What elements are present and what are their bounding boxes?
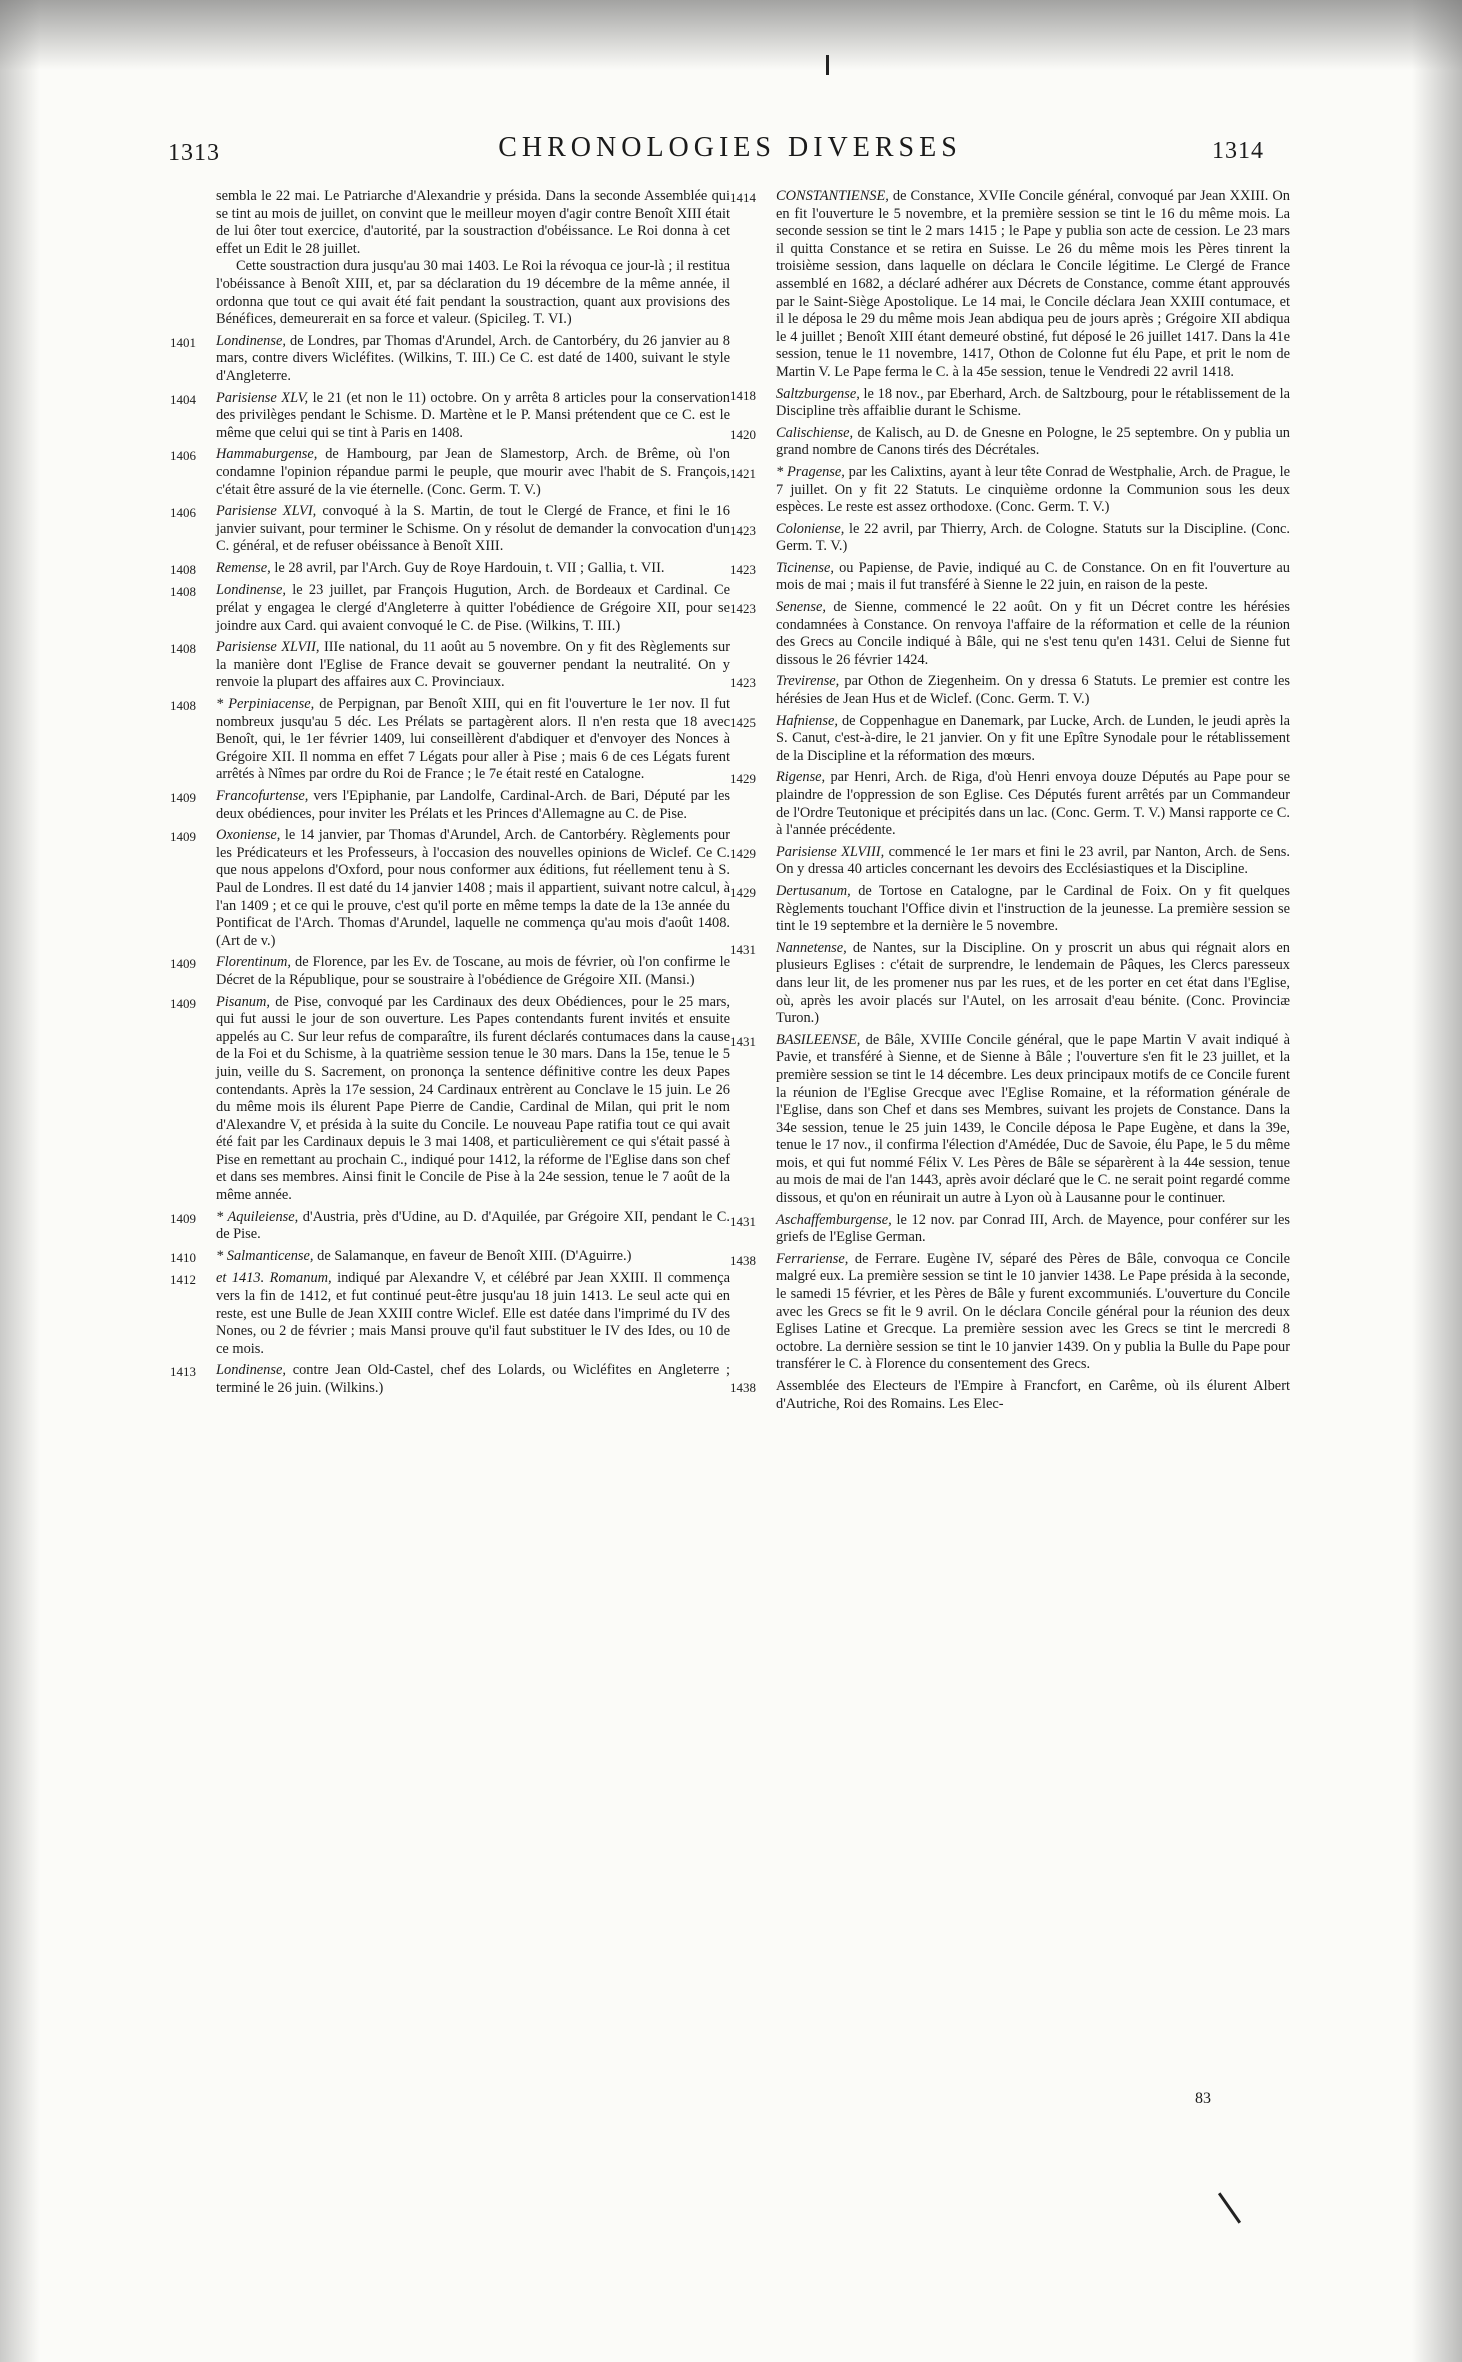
entry-text: le 22 avril, par Thierry, Arch. de Cologne. Statuts sur la Discipline. (Conc. Germ. T. V.) <box>776 520 1290 555</box>
entry-text: d'Austria, près d'Udine, au D. d'Aquilée, par Grégoire XII, pendant le C. de Pise. <box>216 1208 730 1243</box>
entry-body <box>776 673 1290 708</box>
entry-text: contre Jean Old-Castel, chef des Lolards, ou Wicléfites en Angleterre ; terminé le 26 juin. (Wilkins.) <box>216 1362 730 1396</box>
council-entry <box>170 696 730 784</box>
entry-text: de Londres, par Thomas d'Arundel, Arch. de Cantorbéry, du 26 janvier au 8 mars, contre divers Wicléfites. (Wilkins, T. III.) Ce C. est daté de 1400, suivant le style d'Angleterre. <box>216 332 731 384</box>
council-name: Parisiense XLV, <box>216 389 309 406</box>
entry-text: Assemblée des Electeurs de l'Empire à Francfort, en Carême, où ils élurent Albert d'Autriche, Roi des Romains. Les Elec- <box>776 1378 1290 1412</box>
entry-body <box>216 994 730 1205</box>
council-entry <box>170 446 730 499</box>
folio-signature: 83 <box>1195 2090 1211 2107</box>
entry-body <box>776 1378 1290 1413</box>
council-name: Hafniense, <box>776 712 838 729</box>
council-name: Aschaffemburgense, <box>776 1211 892 1228</box>
entry-text: par Henri, Arch. de Riga, d'où Henri envoya douze Députés au Pape pour se plaindre de l'oppression de son Eglise. Ces Députés furent arrêtés par un Commandeur de l'Ordre Teutonique et précipités dans un lac. (Conc. Germ. T. V.) Mansi rapporte ce C. à l'année précédente. <box>776 769 1290 839</box>
council-entry <box>730 1212 1290 1247</box>
entry-body <box>776 883 1290 936</box>
council-name: Londinense, <box>216 1362 286 1379</box>
council-entry <box>730 1378 1290 1413</box>
council-name: CONSTANTIENSE, <box>776 188 889 204</box>
entry-text: de Coppenhague en Danemark, par Lucke, Arch. de Lunden, le jeudi après la S. Canut, c'est-à-dire, le 21 janvier. On y fit une Epître Synodale pour le rétablissement de la Discipline et la réformation des mœurs. <box>776 712 1290 764</box>
council-name: * Aquileiense, <box>216 1208 299 1225</box>
entry-text: de Salamanque, en faveur de Benoît XIII. (D'Aguirre.) <box>317 1247 632 1264</box>
entry-year: 1409 <box>170 956 196 972</box>
entry-body <box>216 582 730 635</box>
entry-text: le 18 nov., par Eberhard, Arch. de Saltzbourg, pour le rétablissement de la Discipline très affaiblie durant le Schisme. <box>776 385 1290 420</box>
scan-edge-right <box>1412 0 1462 2362</box>
entry-body <box>776 1251 1290 1374</box>
entry-text: de Ferrare. Eugène IV, séparé des Pères de Bâle, convoqua ce Concile malgré eux. La première session se tint le 10 janvier 1438. Le Pape présida à la seconde, le samedi 15 février, et les Pères de Bâle y furent excommuniés. L'ouverture du Concile avec les Grecs se fit le 9 avril. On le déclara Concile général pour la réunion des deux Eglises Latine et Grecque. La première session avec les Grecs se tint le mercredi 8 octobre. La dernière session se tint le 10 janvier 1439. On y publia la Bulle du Pape pour transférer le C. à Florence du consentement des Grecs. <box>776 1250 1290 1373</box>
entry-body <box>776 464 1290 517</box>
continuation-paragraph: Cette soustraction dura jusqu'au 30 mai 1403. Le Roi la révoqua ce jour-là ; il restitua l'obéissance à Benoît XIII, et, par sa déclaration du 19 décembre de la même année, il ordonna que tout ce qui avait été fait pendant la soustraction, quant aux provisions des Bénéfices, demeurerait en sa force et valeur. (Spicileg. T. VI.) <box>216 258 730 328</box>
council-name: Pisanum, <box>216 993 270 1010</box>
entry-text: indiqué par Alexandre V, et célébré par Jean XXIII. Il commença vers la fin de 1412, et fut continué peut-être jusqu'au 18 juin 1413. Le seul acte qui en reste, est une Bulle de Jean XXIII contre Wiclef. Elle est datée dans l'imprimé du IV des Nones, ou 2 de février ; mais Mansi prouve qu'il faut substituer le IV des Ides, ou 10 de ce mois. <box>216 1270 730 1357</box>
entry-body <box>776 599 1290 669</box>
entry-text: le 12 nov. par Conrad III, Arch. de Mayence, pour conférer sur les griefs de l'Eglise German. <box>776 1211 1290 1246</box>
council-entry <box>170 994 730 1205</box>
council-entry <box>730 521 1290 556</box>
entry-year: 1431 <box>730 941 756 957</box>
entry-body <box>776 769 1290 839</box>
binding-mark <box>826 55 829 75</box>
scan-edge-top <box>0 0 1462 70</box>
entry-text: de Perpignan, par Benoît XIII, qui en fit l'ouverture le 1er nov. Il fut nombreux jusqu'au 5 déc. Les Prélats se partagèrent alors. Il n'en resta que 18 avec Benoît, qui, le 1er février 1409, lui conseillèrent d'abdiquer et d'envoyer des Nonces à Grégoire XII. Il nomma en effet 7 Légats pour aller à Pise ; mais 6 de ces Légats furent arrêtés à Nîmes par ordre du Roi de France ; le 7e était resté en Catalogne. <box>216 696 731 783</box>
entry-year: 1421 <box>730 465 756 481</box>
entry-text: IIIe national, du 11 août au 5 novembre. On y fit des Règlements sur la manière dont l'Eglise de France devait se gouverner pendant la neutralité. On y renvoie la plupart des affaires aux C. Provinciaux. <box>216 639 730 691</box>
council-entry <box>170 560 730 579</box>
council-name: Ticinense, <box>776 559 834 576</box>
council-name: Parisiense XLVII, <box>216 639 320 656</box>
council-entry <box>730 713 1290 766</box>
council-entry <box>730 560 1290 595</box>
entry-body <box>216 390 730 443</box>
entry-year: 1420 <box>730 426 756 442</box>
entry-year: 1408 <box>170 641 196 657</box>
entry-body <box>776 188 1290 382</box>
council-name: * Salmanticense, <box>216 1247 314 1264</box>
entry-year: 1401 <box>170 334 196 350</box>
ink-mark <box>1218 2192 1241 2223</box>
council-name: Rigense, <box>776 769 826 786</box>
entry-year: 1423 <box>730 675 756 691</box>
entry-year: 1438 <box>730 1252 756 1268</box>
page-number-right: 1314 <box>1212 138 1264 164</box>
running-title: CHRONOLOGIES DIVERSES <box>498 132 962 163</box>
entry-year: 1414 <box>730 190 756 205</box>
council-entry <box>730 1032 1290 1208</box>
entry-body <box>776 425 1290 460</box>
council-name: BASILEENSE, <box>776 1031 861 1048</box>
council-name: Saltzburgense, <box>776 385 860 402</box>
council-entry <box>730 464 1290 517</box>
entry-body <box>216 788 730 823</box>
entry-year: 1408 <box>170 698 196 714</box>
entry-text: de Kalisch, au D. de Gnesne en Pologne, le 25 septembre. On y publia un grand nombre de Canons tirés des Décrétales. <box>776 424 1290 459</box>
council-name: Florentinum, <box>216 954 292 971</box>
council-name: Calischiense, <box>776 424 854 441</box>
council-entry <box>730 769 1290 839</box>
entry-text: de Constance, XVIIe Concile général, convoqué par Jean XXIII. On en fit l'ouverture le 5 novembre, et la première session se tint le 16 du même mois. La seconde session se tint le 2 mars 1415 ; le Pape y publia son acte de cession. Le 23 mars il quitta Constance et se retira en Suisse. Le 26 du même mois les Pères tinrent la troisième session, dans laquelle on déclara le Concile légitime. Le Clergé de France assemblé en 1682, a déclaré adhérer aux Décrets de Constance, comme étant approuvés par le Saint-Siège Apostolique. Le 14 mai, le Concile déclara Jean XXIII contumace, et il le déposa le 29 du même mois Jean abdiqua peu de jours après ; Grégoire XII abdiqua le 4 juillet ; Benoît XIII étant demeuré obstiné, fut déposé le 26 juillet 1417. Dans la 41e session, tenue le 11 novembre, 1417, Othon de Colonne fut élu Pape, et prit le nom de Martin V. Le Pape ferma le C. à la 45e session, tenue le Vendredi 22 avril 1418. <box>776 188 1290 380</box>
entry-year: 1429 <box>730 771 756 787</box>
council-entry <box>730 1251 1290 1374</box>
entry-body <box>776 713 1290 766</box>
entry-body <box>776 521 1290 556</box>
entry-text: de Pise, convoqué par les Cardinaux des deux Obédiences, pour le 25 mars, qui fut aussi le jour de son ouverture. Les Papes contendants furent invités et ensuite appelés au C. Sur leur refus de comparaître, ils furent déclarés contumaces dans la cause de la Foi et du Schisme, à la quatrième session tenue le 30 mars. Dans la 15e, tenue le 5 juin, veille du S. Sacrement, on prononça la sentence définitive contre les deux Papes contendants. Après la 17e session, 24 Cardinaux entrèrent au Conclave le 15 juin. Le 26 du même mois ils élurent Pape Pierre de Candie, Cardinal de Milan, qui prit le nom d'Alexandre V, et présida à la suite du Concile. Le nouveau Pape ratifia tout ce qui avait été fait par les Cardinaux depuis le 3 mai 1408, et particulièrement ce qui s'était passé à Pise en remettant au prochain C., indiqué pour 1412, la réforme de l'Eglise dans son chef et dans ses membres. Ainsi finit le Concile de Pise à la 24e session, tenue le 7 août de la même année. <box>216 993 730 1204</box>
entry-year: 1404 <box>170 391 196 407</box>
entry-year: 1431 <box>730 1213 756 1229</box>
council-name: Remense, <box>216 559 271 576</box>
entry-text: de Nantes, sur la Discipline. On y proscrit un abus qui régnait alors en plusieurs Eglises : c'était de surprendre, le lendemain de Pâques, les Clercs paresseux dans leur lit, de les promener nus par les rues, et de les porter en cet état dans l'Eglise, où, après les avoir placés sur l'Autel, on les arrosait d'eau bénite. (Conc. Provinciæ Turon.) <box>776 939 1290 1027</box>
council-entry <box>730 188 1290 382</box>
council-name: Oxoniense, <box>216 827 281 844</box>
entry-year: 1423 <box>730 601 756 617</box>
council-name: * Pragense, <box>776 463 845 480</box>
council-entry <box>170 1209 730 1244</box>
entry-year: 1406 <box>170 505 196 521</box>
council-name: Hammaburgense, <box>216 446 318 463</box>
council-entry <box>730 673 1290 708</box>
council-entry <box>170 788 730 823</box>
entry-body <box>216 696 730 784</box>
entry-body <box>216 827 730 950</box>
entry-body <box>216 639 730 692</box>
council-name: * Perpiniacense, <box>216 696 315 713</box>
entry-text: ou Papiense, de Pavie, indiqué au C. de Constance. On en fit l'ouverture au mois de mai ; mais il fut transféré à Sienne le 22 juin, en raison de la peste. <box>776 559 1290 594</box>
entry-year: 1409 <box>170 829 196 845</box>
council-entry <box>170 390 730 443</box>
entry-text: de Florence, par les Ev. de Toscane, au mois de février, où l'on confirme le Décret de la République, pour se soustraire à l'obédience de Grégoire XII. (Mansi.) <box>216 954 730 988</box>
entry-text: le 14 janvier, par Thomas d'Arundel, Arch. de Cantorbéry. Règlements pour les Prédicateurs et les Professeurs, à l'occasion des nouvelles opinions de Wiclef. Ce C. que nous appelons d'Oxford, pour nous conformer aux éditions, fut réellement tenu à S. Paul de Londres. Il est daté du 14 janvier 1408 ; mais il appartient, suivant notre calcul, à l'an 1409 ; et ce qui le prouve, c'est qu'il porte en même temps la date de la 13e année du Pontificat de l'Arch. Thomas d'Arundel, laquelle ne commença qu'au mois d'août 1408. (Art de v.) <box>216 827 730 949</box>
entry-body <box>216 503 730 556</box>
entry-text: de Tortose en Catalogne, par le Cardinal de Foix. On y fit quelques Règlements touchant l'Office divin et l'instruction de la jeunesse. La première session se tint le 19 septembre et la dernière le 5 novembre. <box>776 882 1290 935</box>
entry-text: convoqué à la S. Martin, de tout le Clergé de France, et fini le 16 janvier suivant, pour terminer le Schisme. On y résolut de demander la convocation d'un C. général, et de refuser obéissance à Benoît XIII. <box>216 503 730 555</box>
council-name: Parisiense XLVI, <box>216 503 317 520</box>
entry-year: 1425 <box>730 714 756 730</box>
entry-body <box>776 1032 1290 1208</box>
entry-text: le 28 avril, par l'Arch. Guy de Roye Hardouin, t. VII ; Gallia, t. VII. <box>274 559 665 576</box>
council-entry <box>730 599 1290 669</box>
entry-text: de Bâle, XVIIIe Concile général, que le pape Martin V avait indiqué à Pavie, et transféré à Sienne, et de Sienne à Bâle ; l'ouverture s'en fit le 23 juillet, et la première session se tint le 14 décembre. Les deux principaux motifs de ce Concile furent la réunion de l'Eglise Grecque avec l'Eglise Romaine, et la réformation générale de l'Eglise, dans son Chef et dans ses Membres, suivant les projets de Constance. Dans la 34e session, tenue le 25 juin 1439, le Concile déposa le Pape Eugène, et dans la 39e, tenue le 17 nov., il confirma l'élection d'Amédée, Duc de Savoie, élu Pape, le 5 du même mois, et qui fut nommé Félix V. Les Pères de Bâle se séparèrent à la 44e session, tenue au mois de mai de l'an 1443, après avoir déclaré que le C. ne serait point regardé comme dissous, et qu'on en réunirait un autre à Lyon où à Lausanne pour le continuer. <box>776 1031 1290 1207</box>
council-entry <box>170 1270 730 1358</box>
right-column <box>730 188 1290 1417</box>
page-number-left: 1313 <box>168 140 220 166</box>
council-name: Londinense, <box>216 582 286 599</box>
council-entry <box>170 503 730 556</box>
entry-year: 1429 <box>730 884 756 900</box>
council-name: Ferrariense, <box>776 1250 849 1267</box>
council-entry <box>730 844 1290 879</box>
council-entry <box>170 954 730 989</box>
entry-body <box>776 844 1290 879</box>
entry-body <box>216 1270 730 1358</box>
council-name: Francofurtense, <box>216 788 309 804</box>
entry-text: de Sienne, commencé le 22 août. On y fit un Décret contre les hérésies condamnées à Constance. On renvoya l'affaire de la réformation et celle de la réunion des Grecs au Concile indiqué à Bâle, qui ne s'est tenu qu'en 1431. Celui de Sienne fut dissous le 26 février 1424. <box>776 599 1290 668</box>
entry-year: 1431 <box>730 1033 756 1049</box>
council-entry <box>170 582 730 635</box>
entry-year: 1410 <box>170 1249 196 1265</box>
entry-year: 1409 <box>170 1210 196 1226</box>
council-entry <box>170 1248 730 1267</box>
entry-year: 1408 <box>170 584 196 600</box>
entry-year: 1413 <box>170 1364 196 1380</box>
council-name: Nannetense, <box>776 939 847 956</box>
council-entry <box>730 940 1290 1028</box>
entry-body <box>216 333 730 386</box>
council-entry <box>170 333 730 386</box>
continuation-paragraphs <box>170 188 730 329</box>
entry-text: par les Calixtins, ayant à leur tête Conrad de Westphalie, Arch. de Prague, le 7 juillet. On y fit 22 Statuts. Le cinquième ordonne la Communion sous les deux espèces. Le reste est assez orthodoxe. (Conc. Germ. T. V.) <box>776 463 1290 516</box>
entry-text: commencé le 1er mars et fini le 23 avril, par Nanton, Arch. de Sens. On y dressa 40 articles concernant les devoirs des Ecclésiastiques et la Discipline. <box>776 843 1291 878</box>
entry-year: 1438 <box>730 1380 756 1395</box>
council-name: et 1413. Romanum, <box>216 1270 332 1287</box>
entry-year: 1409 <box>170 995 196 1011</box>
entry-text: par Othon de Ziegenheim. On y dressa 6 Statuts. Le premier est contre les hérésies de Jean Hus et de Wiclef. (Conc. Germ. T. V.) <box>776 673 1290 708</box>
entry-year: 1406 <box>170 448 196 464</box>
council-entry <box>170 827 730 950</box>
entry-year: 1408 <box>170 561 196 577</box>
continuation-paragraph: sembla le 22 mai. Le Patriarche d'Alexandrie y présida. Dans la seconde Assemblée qui se tint au mois de juillet, on convint que le meilleur moyen d'agir contre Benoît XIII était de lui ôter tout exercice, d'autorité, par la soustraction d'obéissance. Le Roi donna à cet effet un Edit le 28 juillet. <box>216 188 730 257</box>
entry-body <box>216 446 730 499</box>
scan-edge-left <box>0 0 40 2362</box>
entry-year: 1409 <box>170 790 196 805</box>
council-entry <box>170 639 730 692</box>
entry-body <box>776 386 1290 421</box>
entry-body <box>216 560 730 579</box>
council-entry <box>730 425 1290 460</box>
entry-text: vers l'Epiphanie, par Landolfe, Cardinal-Arch. de Bari, Député par les deux obédiences, pour inviter les Prélats et les Princes d'Allemagne au C. de Pise. <box>216 788 730 822</box>
council-name: Senense, <box>776 599 826 616</box>
entry-year: 1412 <box>170 1272 196 1288</box>
council-name: Londinense, <box>216 332 286 349</box>
entry-year: 1418 <box>730 387 756 403</box>
entry-body <box>216 954 730 989</box>
entry-year: 1429 <box>730 845 756 861</box>
entry-body <box>216 1362 730 1397</box>
entry-year: 1423 <box>730 561 756 577</box>
council-name: Parisiense XLVIII, <box>776 843 885 860</box>
council-entry <box>730 883 1290 936</box>
council-name: Dertusanum, <box>776 882 851 899</box>
council-name: Trevirense, <box>776 673 840 690</box>
council-entry <box>170 1362 730 1397</box>
entry-body <box>776 560 1290 595</box>
council-name: Coloniense, <box>776 520 845 537</box>
entry-text: le 21 (et non le 11) octobre. On y arrêta 8 articles pour la conservation des privilèges pendant le Schisme. D. Martène et le P. Mansi prétendent que ce C. est le même que celui qui se tint à Paris en 1408. <box>216 389 730 441</box>
left-column <box>170 188 730 1402</box>
entry-text: le 23 juillet, par François Hugution, Arch. de Bordeaux et Cardinal. Ce prélat y engagea le clergé d'Angleterre à quitter l'obédience de Grégoire XII, pour se joindre aux Card. qui avaient convoqué le C. de Pise. (Wilkins, T. III.) <box>216 582 730 634</box>
entry-body <box>216 1248 730 1267</box>
entry-body <box>776 940 1290 1028</box>
entry-body <box>776 1212 1290 1247</box>
entry-text: de Hambourg, par Jean de Slamestorp, Arch. de Brême, où l'on condamne l'opinion répandue parmi le peuple, que mourir avec l'habit de S. François, c'était être assuré de la vie éternelle. (Conc. Germ. T. V.) <box>216 446 730 498</box>
entry-year: 1423 <box>730 522 756 538</box>
entry-body <box>216 1209 730 1244</box>
council-entry <box>730 386 1290 421</box>
